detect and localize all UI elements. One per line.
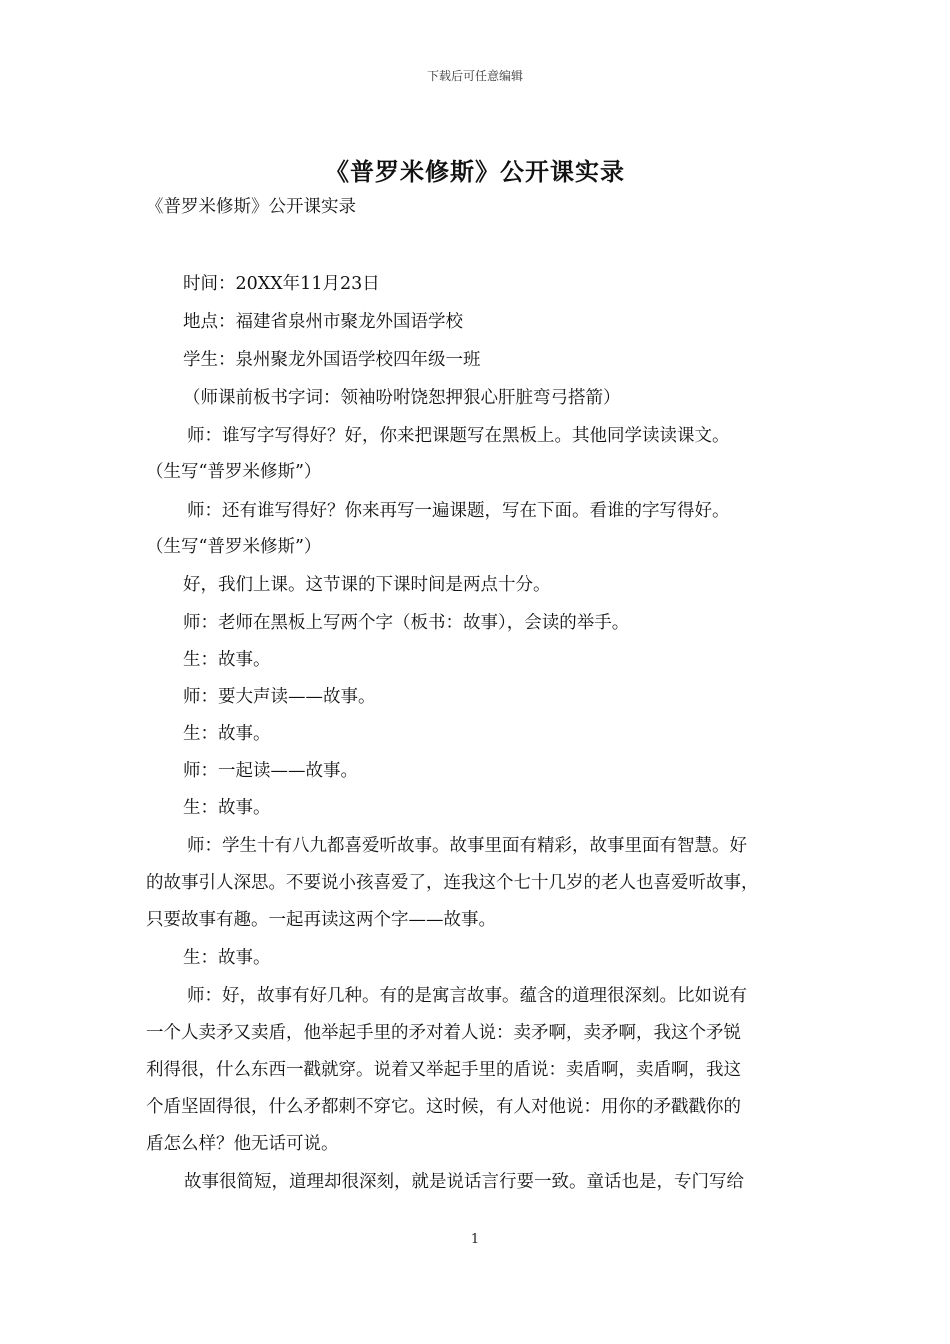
- body-line: 个盾坚固得很，什么矛都刺不穿它。这时候，有人对他说：用你的矛戳戳你的: [146, 1097, 741, 1117]
- body-line: 的故事引人深思。不要说小孩喜爱了，连我这个七十几岁的老人也喜爱听故事，: [146, 873, 759, 893]
- body-line: （生写“普罗米修斯”）: [146, 462, 322, 482]
- document-title: 《普罗米修斯》公开课实录: [325, 157, 625, 186]
- body-line: 师：要大声读——故事。: [183, 687, 376, 707]
- body-line: 师：谁写字写得好？好，你来把课题写在黑板上。其他同学读读课文。: [187, 426, 730, 446]
- page-number: 1: [470, 1232, 480, 1247]
- body-line: 时间：20XX年11月23日: [183, 274, 380, 294]
- body-line: 生：故事。: [183, 724, 271, 744]
- body-line: 师：老师在黑板上写两个字（板书：故事），会读的举手。: [183, 613, 630, 633]
- body-line: 故事很简短，道理却很深刻，就是说话言行要一致。童话也是，专门写给: [184, 1172, 744, 1192]
- body-line: 盾怎么样？他无话可说。: [146, 1134, 339, 1154]
- body-line: 利得很，什么东西一戳就穿。说着又举起手里的盾说：卖盾啊，卖盾啊，我这: [146, 1060, 741, 1080]
- body-line: 生：故事。: [183, 650, 271, 670]
- body-line: 师：好，故事有好几种。有的是寓言故事。蕴含的道理很深刻。比如说有: [187, 986, 747, 1006]
- body-line: 学生：泉州聚龙外国语学校四年级一班: [183, 350, 481, 370]
- body-line: 生：故事。: [183, 798, 271, 818]
- body-line: 生：故事。: [183, 948, 271, 968]
- body-line: 《普罗米修斯》公开课实录: [146, 197, 356, 217]
- body-line: 师：还有谁写得好？你来再写一遍课题，写在下面。看谁的字写得好。: [187, 501, 730, 521]
- page-header: 下载后可任意编辑: [426, 69, 523, 83]
- body-line: 地点：福建省泉州市聚龙外国语学校: [183, 312, 463, 332]
- body-line: 师：学生十有八九都喜爱听故事。故事里面有精彩，故事里面有智慧。好: [187, 836, 747, 856]
- body-line: （生写“普罗米修斯”）: [146, 537, 322, 557]
- body-line: 只要故事有趣。一起再读这两个字——故事。: [146, 910, 496, 930]
- body-line: 一个人卖矛又卖盾，他举起手里的矛对着人说：卖矛啊，卖矛啊，我这个矛锐: [146, 1023, 741, 1043]
- body-line: （师课前板书字词：领袖吩咐饶恕押狠心肝脏弯弓搭箭）: [183, 388, 621, 408]
- body-line: 好，我们上课。这节课的下课时间是两点十分。: [183, 575, 551, 595]
- body-line: 师：一起读——故事。: [183, 761, 358, 781]
